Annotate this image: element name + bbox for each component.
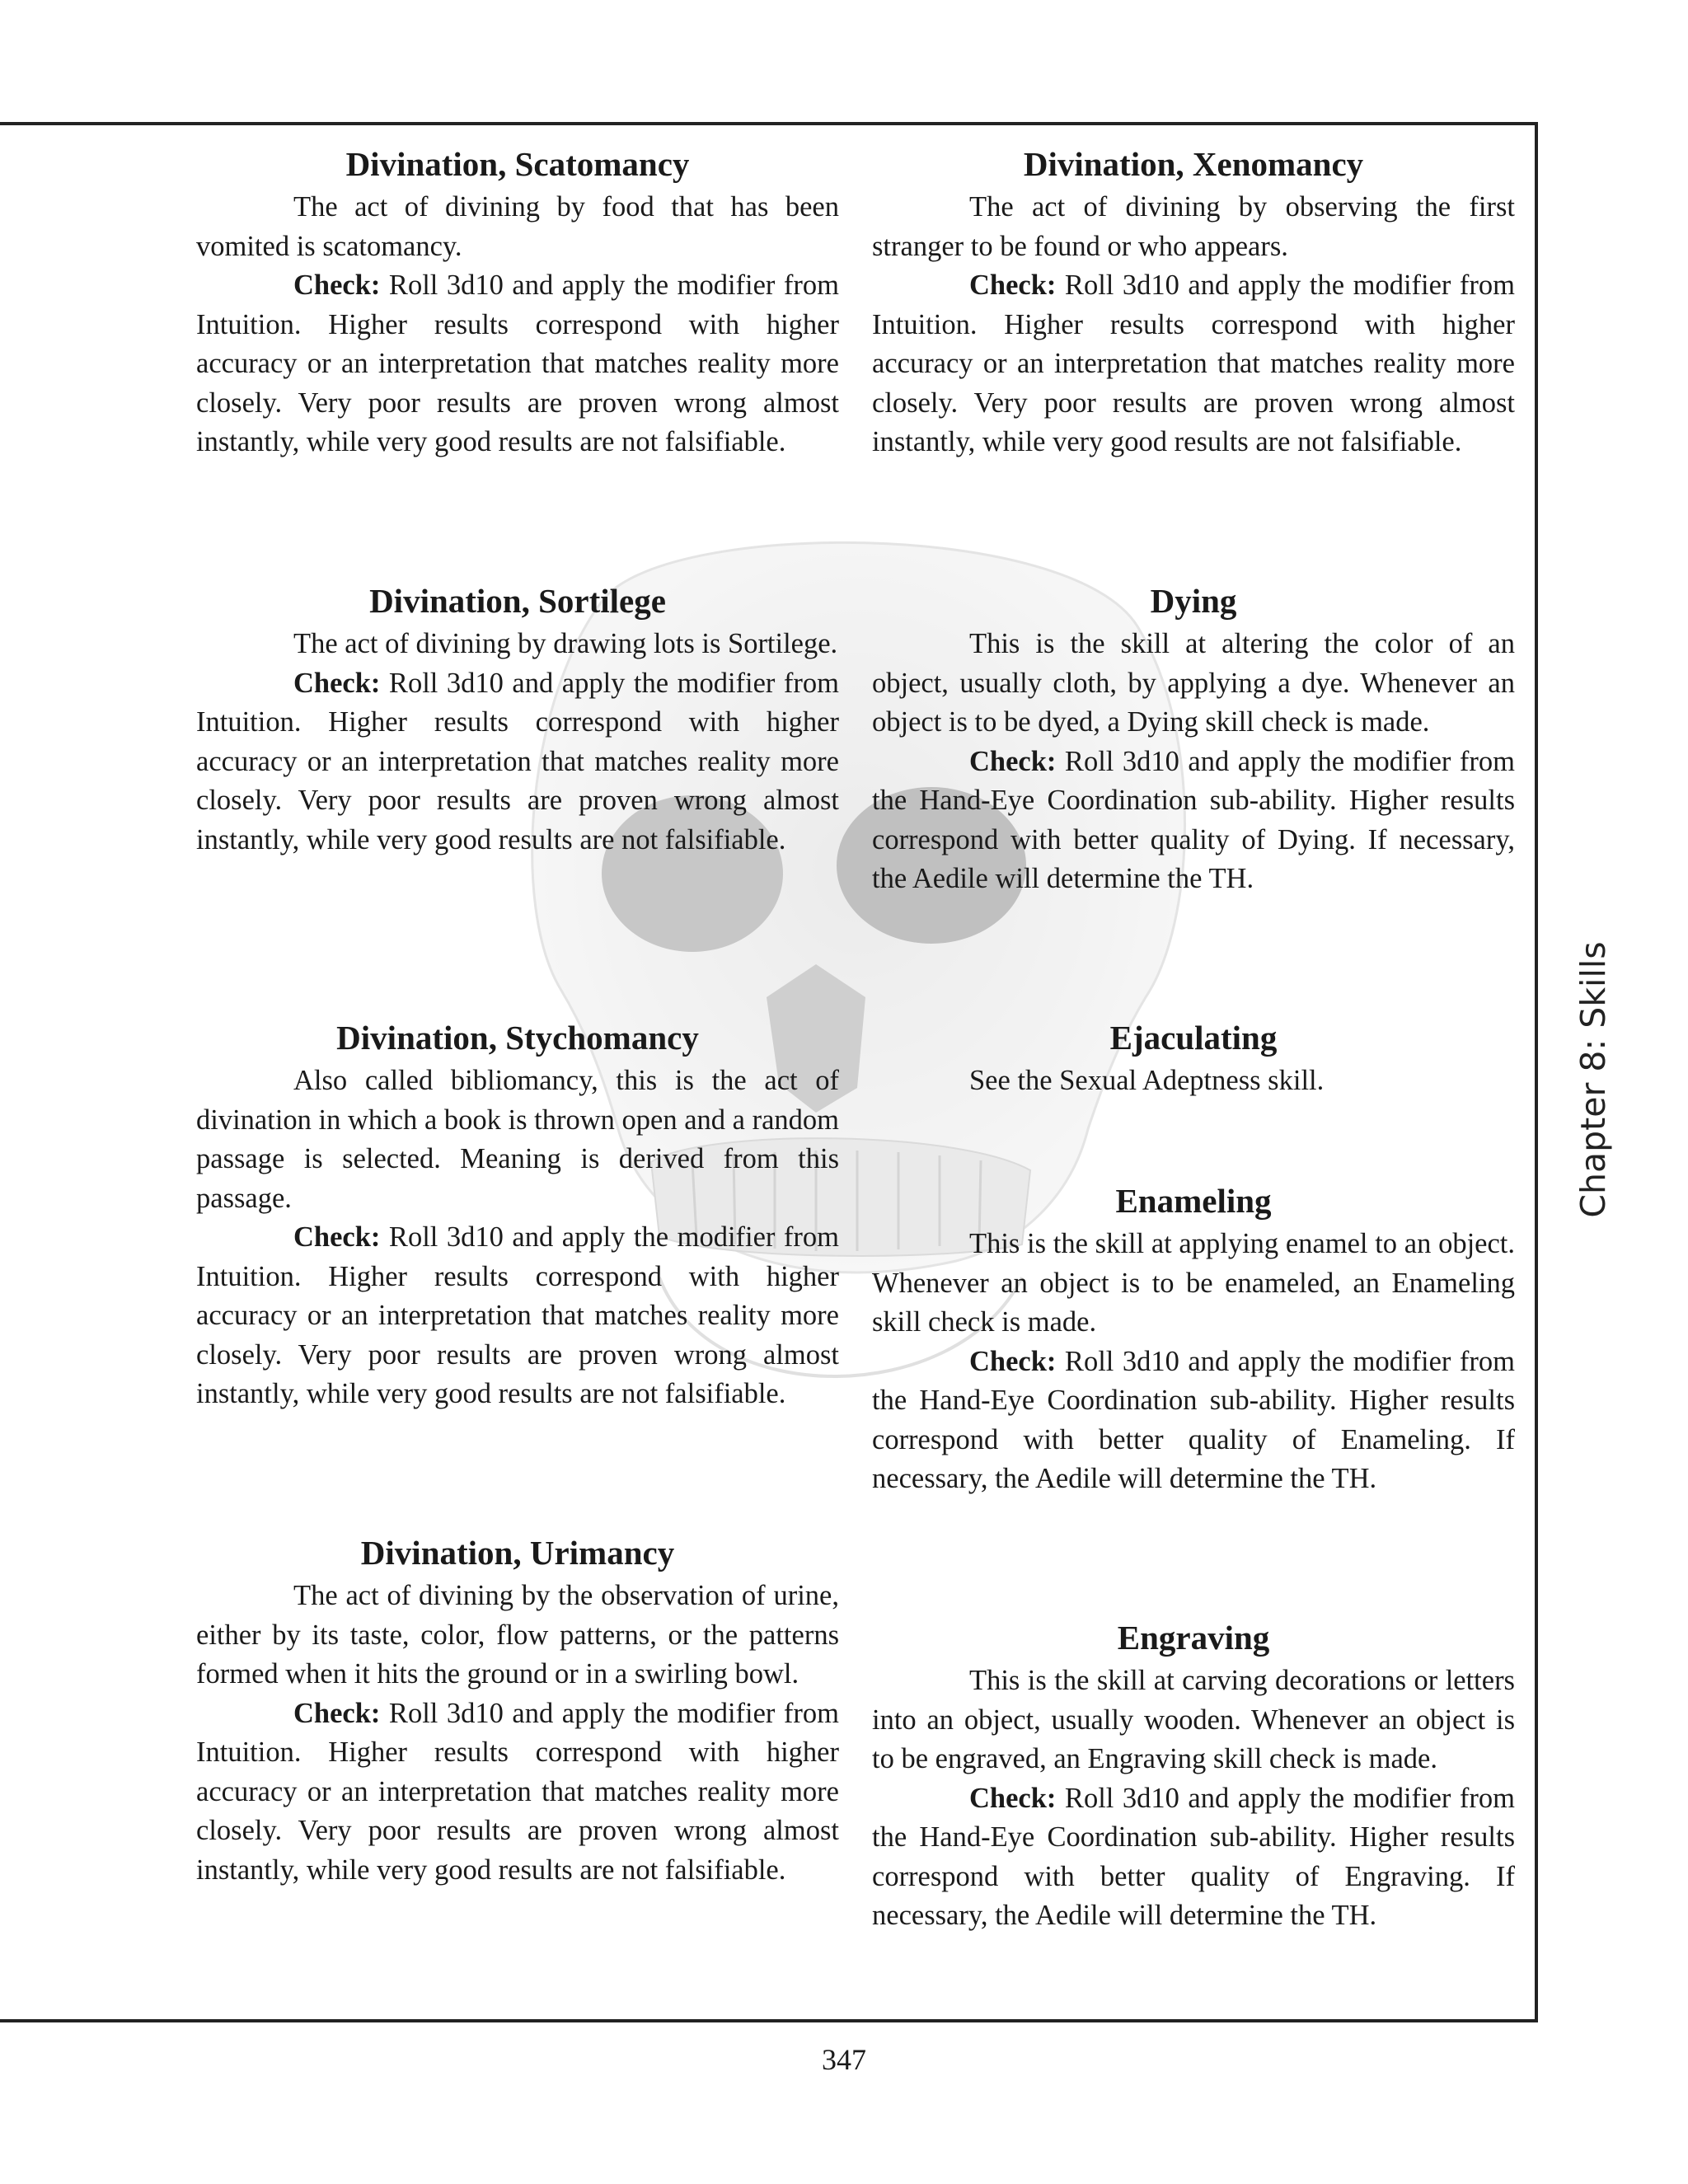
- check-text: Roll 3d10 and apply the modifier from the Hand-Eye Coordination sub-ability. Higher results correspond with better quality of Enameling. If necessary, the Aedile will determine the TH.: [872, 1345, 1515, 1494]
- skill-entry-divination-urimancy: [196, 1529, 839, 1890]
- entry-title: Ejaculating: [1109, 1019, 1278, 1057]
- entry-check: [872, 266, 1515, 462]
- entry-title: Divination, Urimancy: [360, 1534, 675, 1572]
- entry-description: This is the skill at applying enamel to an object. Whenever an object is to be enameled, an Enameling skill check is made.: [872, 1228, 1515, 1338]
- skill-entry-divination-scatomancy: [196, 140, 839, 462]
- check-text: Roll 3d10 and apply the modifier from the Hand-Eye Coordination sub-ability. Higher results correspond with better quality of Dying. If necessary, the Aedile will determine the TH.: [872, 745, 1515, 894]
- check-text: Roll 3d10 and apply the modifier from Intuition. Higher results correspond with higher accuracy or an interpretation that matches reality more closely. Very poor results are proven wrong almost instantly, while very good results are not falsifiable.: [196, 1697, 839, 1886]
- check-label: Check:: [293, 1221, 381, 1253]
- page-number: 347: [822, 2043, 866, 2076]
- entry-title: Divination, Xenomancy: [1023, 145, 1364, 183]
- skill-entry-divination-xenomancy: [872, 140, 1515, 462]
- entry-check: [196, 664, 839, 860]
- entry-title: Divination, Sortilege: [369, 582, 666, 620]
- entry-description: This is the skill at carving decorations or letters into an object, usually wooden. Whenever an object is to be engraved, an Engraving skill check is made.: [872, 1665, 1515, 1774]
- check-text: Roll 3d10 and apply the modifier from Intuition. Higher results correspond with higher accuracy or an interpretation that matches reality more closely. Very poor results are proven wrong almost instantly, while very good results are not falsifiable.: [196, 667, 839, 855]
- chapter-tab: [1556, 940, 1630, 1220]
- entry-check: [872, 1343, 1515, 1499]
- entry-title: Engraving: [1117, 1619, 1270, 1657]
- check-label: Check:: [969, 1345, 1057, 1377]
- skill-entry-divination-stychomancy: [196, 1014, 839, 1414]
- check-label: Check:: [969, 269, 1057, 301]
- entry-check: [872, 1779, 1515, 1936]
- check-label: Check:: [293, 269, 381, 301]
- entry-title: Enameling: [1115, 1182, 1272, 1220]
- skill-entry-dying: [872, 577, 1515, 899]
- entry-check: [196, 266, 839, 462]
- entry-description: The act of divining by observing the first stranger to be found or who appears.: [872, 191, 1515, 262]
- check-text: Roll 3d10 and apply the modifier from Intuition. Higher results correspond with higher accuracy or an interpretation that matches reality more closely. Very poor results are proven wrong almost instantly, while very good results are not falsifiable.: [196, 1221, 839, 1409]
- skill-entry-divination-sortilege: [196, 577, 839, 860]
- check-label: Check:: [969, 1782, 1057, 1814]
- entry-title: Dying: [1150, 582, 1237, 620]
- entry-description: The act of divining by food that has been vomited is scatomancy.: [196, 191, 839, 262]
- skill-entry-enameling: [872, 1177, 1515, 1499]
- skill-entry-ejaculating: [872, 1014, 1515, 1101]
- entry-check: [196, 1694, 839, 1891]
- entry-title: Divination, Stychomancy: [336, 1019, 699, 1057]
- check-label: Check:: [293, 1697, 381, 1729]
- entry-description: See the Sexual Adeptness skill.: [969, 1065, 1325, 1096]
- skill-entry-engraving: [872, 1614, 1515, 1936]
- check-text: Roll 3d10 and apply the modifier from Intuition. Higher results correspond with higher accuracy or an interpretation that matches reality more closely. Very poor results are proven wrong almost instantly, while very good results are not falsifiable.: [196, 269, 839, 457]
- check-label: Check:: [969, 745, 1057, 777]
- check-label: Check:: [293, 667, 381, 699]
- entry-check: [872, 743, 1515, 899]
- chapter-tab-label: Chapter 8: Skills: [1573, 941, 1613, 1218]
- entry-description: The act of divining by the observation of urine, either by its taste, color, flow patterns, or the patterns formed when it hits the ground or in a swirling bowl.: [196, 1580, 839, 1690]
- entry-description: The act of divining by drawing lots is Sortilege.: [293, 628, 838, 659]
- check-text: Roll 3d10 and apply the modifier from Intuition. Higher results correspond with higher accuracy or an interpretation that matches reality more closely. Very poor results are proven wrong almost instantly, while very good results are not falsifiable.: [872, 269, 1515, 457]
- check-text: Roll 3d10 and apply the modifier from the Hand-Eye Coordination sub-ability. Higher results correspond with better quality of Engraving. If necessary, the Aedile will determine the TH.: [872, 1782, 1515, 1931]
- entry-title: Divination, Scatomancy: [345, 145, 690, 183]
- entry-check: [196, 1218, 839, 1414]
- entry-description: Also called bibliomancy, this is the act of divination in which a book is thrown open and a random passage is selected. Meaning is derived from this passage.: [196, 1065, 839, 1214]
- entry-description: This is the skill at altering the color of an object, usually cloth, by applying a dye. Whenever an object is to be dyed, a Dying skill check is made.: [872, 628, 1515, 738]
